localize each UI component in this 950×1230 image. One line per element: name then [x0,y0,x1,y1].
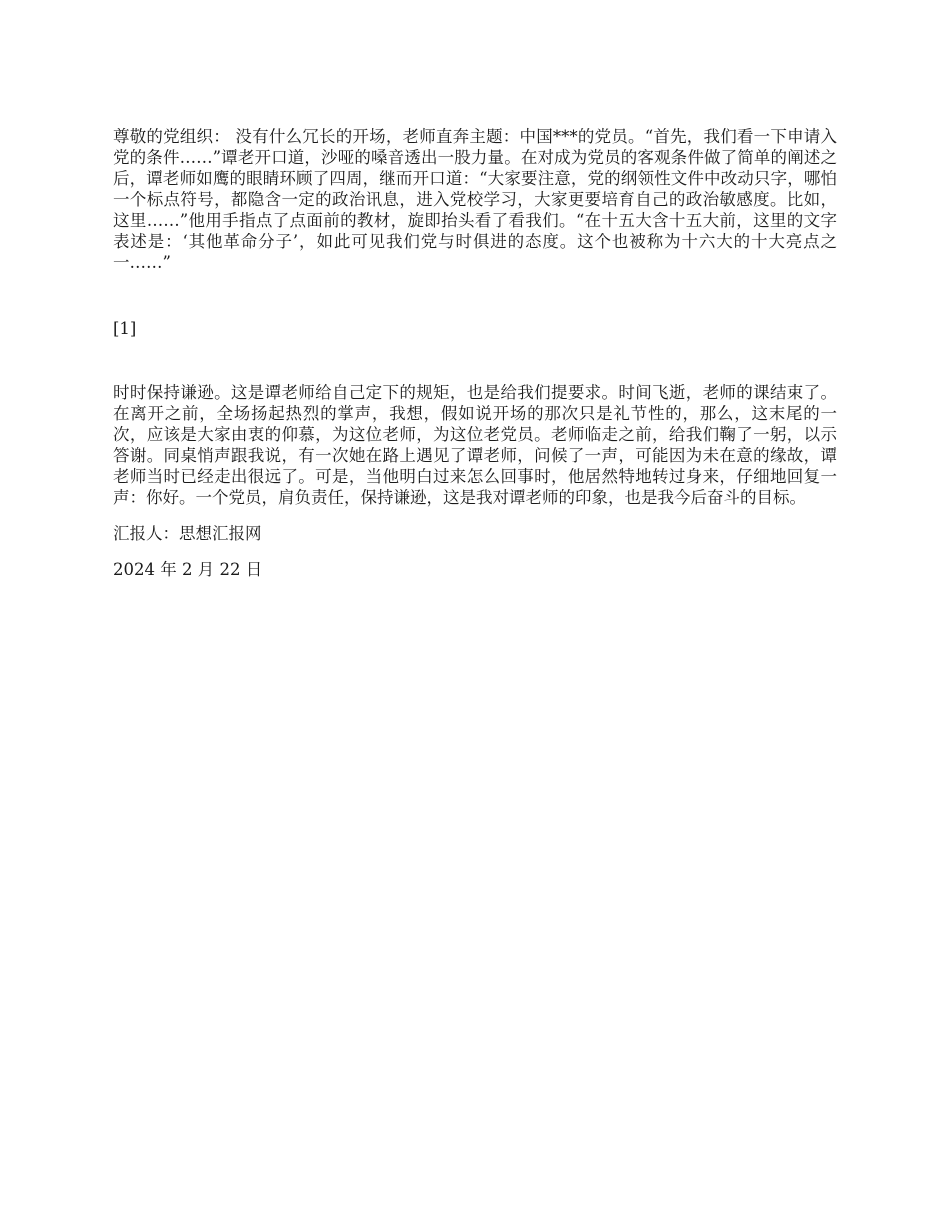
body-paragraph-2: 时时保持谦逊。这是谭老师给自己定下的规矩，也是给我们提要求。时间飞逝，老师的课结束了。在离开之前，全场扬起热烈的掌声，我想，假如说开场的那次只是礼节性的，那么，这末尾的一次，应该是大家由衷的仰慕，为这位老师，为这位老党员。老师临走之前，给我们鞠了一躬，以示答谢。同桌悄声跟我说，有一次她在路上遇见了谭老师，问候了一声，可能因为未在意的缘故，谭老师当时已经走出很远了。可是，当他明白过来怎么回事时，他居然特地转过身来，仔细地回复一声：你好。一个党员，肩负责任，保持谦逊，这是我对谭老师的印象，也是我今后奋斗的目标。 [113,383,837,507]
document-page [113,126,837,580]
footnote-marker: [1] [113,319,137,338]
reporter-signature: 汇报人：思想汇报网 [113,524,262,543]
body-paragraph-1: 尊敬的党组织： 没有什么冗长的开场，老师直奔主题：中国***的党员。“首先，我们看一下申请入党的条件……”谭老开口道，沙哑的嗓音透出一股力量。在对成为党员的客观条件做了简单的阐述之后，谭老师如鹰的眼睛环顾了四周，继而开口道：“大家要注意，党的纲领性文件中改动只字，哪怕一个标点符号，都隐含一定的政治讯息，进入党校学习，大家更要培育自己的政治敏感度。比如，这里……”他用手指点了点面前的教材，旋即抬头看了看我们。“在十五大含十五大前，这里的文字表述是：‘其他革命分子’，如此可见我们党与时俱进的态度。这个也被称为十六大的十大亮点之一……” [113,127,837,272]
report-date: 2024 年 2 月 22 日 [113,560,263,579]
